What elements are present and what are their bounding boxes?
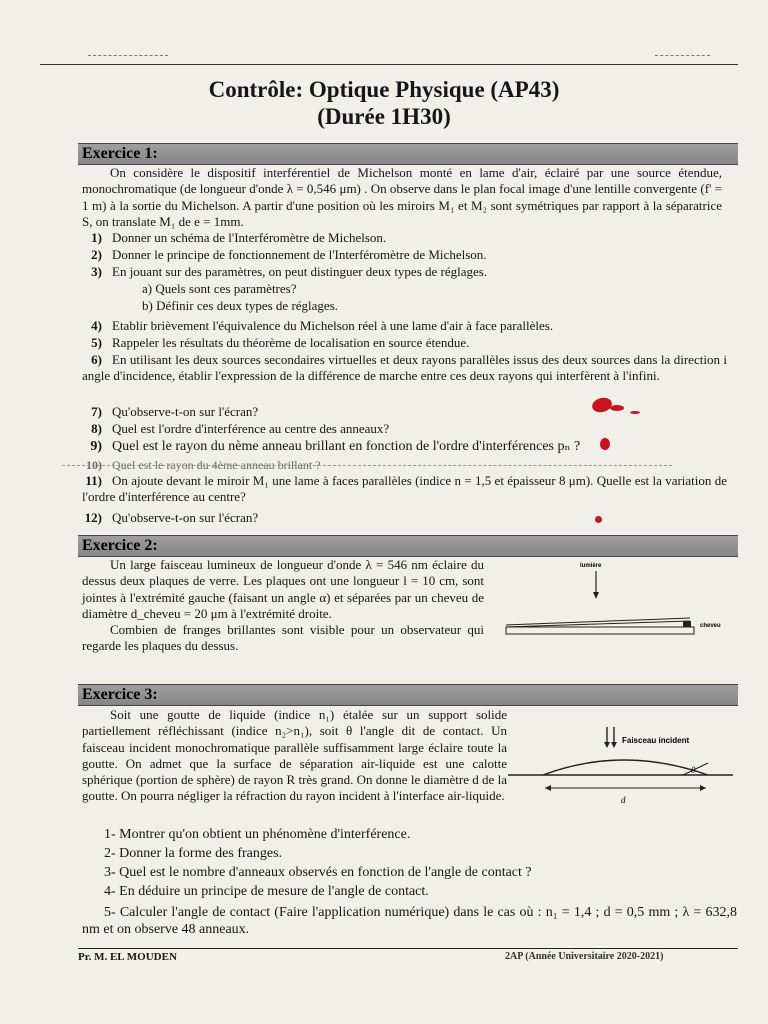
incident-beam-label: Faisceau incident — [622, 736, 690, 745]
ex3-question-5: 5- Calculer l'angle de contact (Faire l'application numérique) dans le cas où : n₁ = 1,4 ; d = 0,5 mm ; λ = 632,8 nm et on observe 48 anneaux. — [82, 905, 737, 937]
ex3-question-4: 4- En déduire un principe de mesure de l'angle de contact. — [104, 884, 429, 899]
ex1-question-12: 12) Qu'observe-t-on sur l'écran? — [84, 510, 259, 525]
ex1-question-10: 10) Quel est le rayon du 4ème anneau brillant ? — [86, 458, 321, 472]
exercise-1-intro: On considère le dispositif interférentiel de Michelson monté en lame d'air, éclairé par une source étendue, monochromatique (de longueur d'onde λ = 0,546 μm) . On observe dans le plan focal image d'une lentille convergente (f' = 1 m) à la sortie du Michelson. A partir d'une position où les miroirs M₁ et M₂ sont symétriques par rapport à la séparatrice S, on translate M₁ de e = 1mm. — [82, 165, 722, 229]
diameter-arrow-left — [545, 785, 551, 791]
incident-arrow-head — [604, 742, 610, 748]
hair-label: cheveu — [700, 623, 721, 629]
ex1-question-9: 9) Quel est le rayon du nème anneau brillant en fonction de l'ordre d'interférences pₙ ? — [90, 439, 581, 454]
ex1-question-3b: b) Définir ces deux types de réglages. — [142, 298, 339, 313]
footer-rule — [78, 948, 738, 949]
exercise-1-header — [78, 143, 738, 165]
exam-duration: (Durée 1H30) — [317, 104, 451, 129]
top-rule — [40, 64, 738, 65]
red-ink-dot — [595, 516, 602, 523]
exercise-2-text: Un large faisceau lumineux de longueur d'onde λ = 546 nm éclaire du dessus deux plaques de verre. Les plaques ont une longueur l = 10 cm, sont jointes à l'extrémité gauche (faisant un angle α) et séparées par un cheveu de diamètre d_cheveu = 20 μm à l'extrémité droite. Combien de franges brillantes sont visible pour un observateur qui regarde les plaques du dessus. — [82, 557, 484, 654]
droplet-cap — [543, 760, 708, 775]
light-label: lumière — [580, 563, 602, 569]
red-ink-mark — [600, 438, 610, 450]
droplet-figure — [508, 725, 738, 810]
light-arrow-head — [593, 592, 599, 599]
diameter-label: d — [621, 795, 626, 805]
exercise-2-title: Exercice 2: — [82, 537, 158, 554]
ex1-question-11: 11) On ajoute devant le miroir M₁ une lame à faces parallèles (indice n = 1,5 et épaisseur 8 μm). Quelle est la variation de l'ordre d'interférence au centre? — [82, 473, 727, 505]
exam-title: Contrôle: Optique Physique (AP43) — [208, 77, 560, 102]
faded-dashed-line — [62, 465, 672, 466]
red-ink-mark — [630, 411, 640, 414]
glass-plates-figure — [500, 555, 740, 650]
exercise-2-header — [78, 535, 738, 557]
ex3-question-3: 3- Quel est le nombre d'anneaux observés en fonction de l'angle de contact ? — [104, 865, 532, 880]
bottom-plate — [506, 627, 694, 634]
footer-course: 2AP (Année Universitaire 2020-2021) — [505, 951, 664, 962]
ex1-question-1: 1) Donner un schéma de l'Interféromètre de Michelson. — [91, 230, 387, 245]
ex3-question-2: 2- Donner la forme des franges. — [104, 846, 283, 861]
top-dash-right — [655, 55, 710, 57]
exercise-3-title: Exercice 3: — [82, 686, 158, 703]
ex1-question-7: 7) Qu'observe-t-on sur l'écran? — [91, 404, 259, 419]
ex1-question-5: 5) Rappeler les résultats du théorème de localisation en source étendue. — [91, 335, 470, 350]
contact-angle-label: θ — [691, 765, 696, 775]
exercise-3-text: Soit une goutte de liquide (indice n₁) étalée sur un support solide partiellement réfléchissant (indice n₂>n₁), soit θ l'angle dit de contact. Un faisceau incident monochromatique parallèle suffisamment large éclaire toute la goutte. On admet que la surface de séparation air-liquide est une calotte sphérique (portion de sphère) de rayon R très grand. On donne le diamètre d de la goutte. On pourra négliger la réfraction du rayon incident à l'interface air-liquide. — [82, 707, 507, 804]
ex1-question-3: 3) En jouant sur des paramètres, on peut distinguer deux types de réglages. — [91, 264, 488, 279]
diameter-arrow-right — [700, 785, 706, 791]
hair-spacer — [683, 621, 691, 627]
ex1-question-8: 8) Quel est l'ordre d'interférence au centre des anneaux? — [91, 421, 390, 436]
ex1-question-4: 4) Etablir brièvement l'équivalence du Michelson réel à une lame d'air à face parallèles. — [91, 318, 554, 333]
red-ink-mark — [591, 396, 614, 415]
ex1-question-6: 6) En utilisant les deux sources secondaires virtuelles et deux rayons parallèles issus des deux sources dans la direction i angle d'incidence, établir l'expression de la différence de marche entre ces deux rayons qui interfèrent à l'infini. — [82, 352, 727, 384]
top-dash-left — [88, 55, 168, 57]
footer-author: Pr. M. EL MOUDEN — [78, 951, 177, 963]
exercise-1-title: Exercice 1: — [82, 145, 158, 162]
incident-arrow-head — [611, 742, 617, 748]
ex3-question-1: 1- Montrer qu'on obtient un phénomène d'interférence. — [104, 827, 411, 842]
ex1-question-2: 2) Donner le principe de fonctionnement de l'Interféromètre de Michelson. — [91, 247, 487, 262]
red-ink-mark — [610, 405, 624, 411]
exercise-3-header — [78, 684, 738, 706]
ex1-question-3a: a) Quels sont ces paramètres? — [142, 281, 297, 296]
